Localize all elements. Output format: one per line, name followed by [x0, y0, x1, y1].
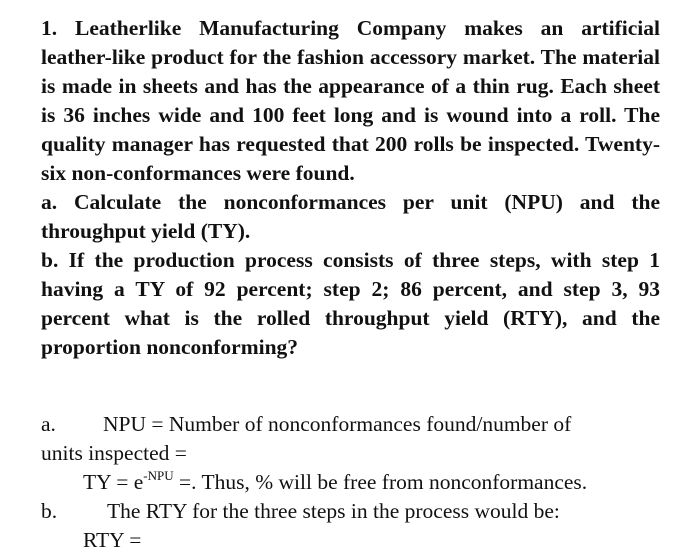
answer-block	[41, 410, 681, 555]
answer-a-ty-prefix: TY = e	[83, 470, 144, 494]
answer-a-line-1	[41, 410, 681, 439]
question-intro: 1. Leatherlike Manufacturing Company makes an artificial leather-like product for the fashion accessory market. The material is made in sheets and has the appearance of a thin rug. Each sheet is 36 inches wide and 100 feet long and is wound into a roll. The quality manager has requested that 200 rolls be inspected. Twenty-six non-conformances were found.	[41, 16, 660, 185]
answer-a-marker: a.	[41, 412, 56, 436]
question-text	[41, 14, 660, 362]
question-part-b: b. If the production process consists of three steps, with step 1 having a TY of 92 percent; step 2; 86 percent, and step 3, 93 percent what is the rolled throughput yield (RTY), and the proportion nonconforming?	[41, 248, 660, 359]
question-block	[41, 14, 660, 362]
answer-b-rty-text: The RTY for the three steps in the process would be:	[107, 499, 560, 523]
answer-b-line-2: RTY =	[83, 528, 142, 552]
question-part-a: a. Calculate the nonconformances per unit (NPU) and the throughput yield (TY).	[41, 190, 660, 243]
answer-b-marker: b.	[41, 499, 58, 523]
answer-a-line-2: units inspected =	[41, 441, 187, 465]
answer-b-line-1	[41, 497, 681, 526]
answer-a-ty-suffix: =. Thus, % will be free from nonconformances.	[173, 470, 588, 494]
answer-a-ty-exponent: -NPU	[143, 467, 174, 483]
answer-a-npu-definition: NPU = Number of nonconformances found/number of	[103, 412, 572, 436]
answer-a-line-3	[41, 468, 681, 497]
